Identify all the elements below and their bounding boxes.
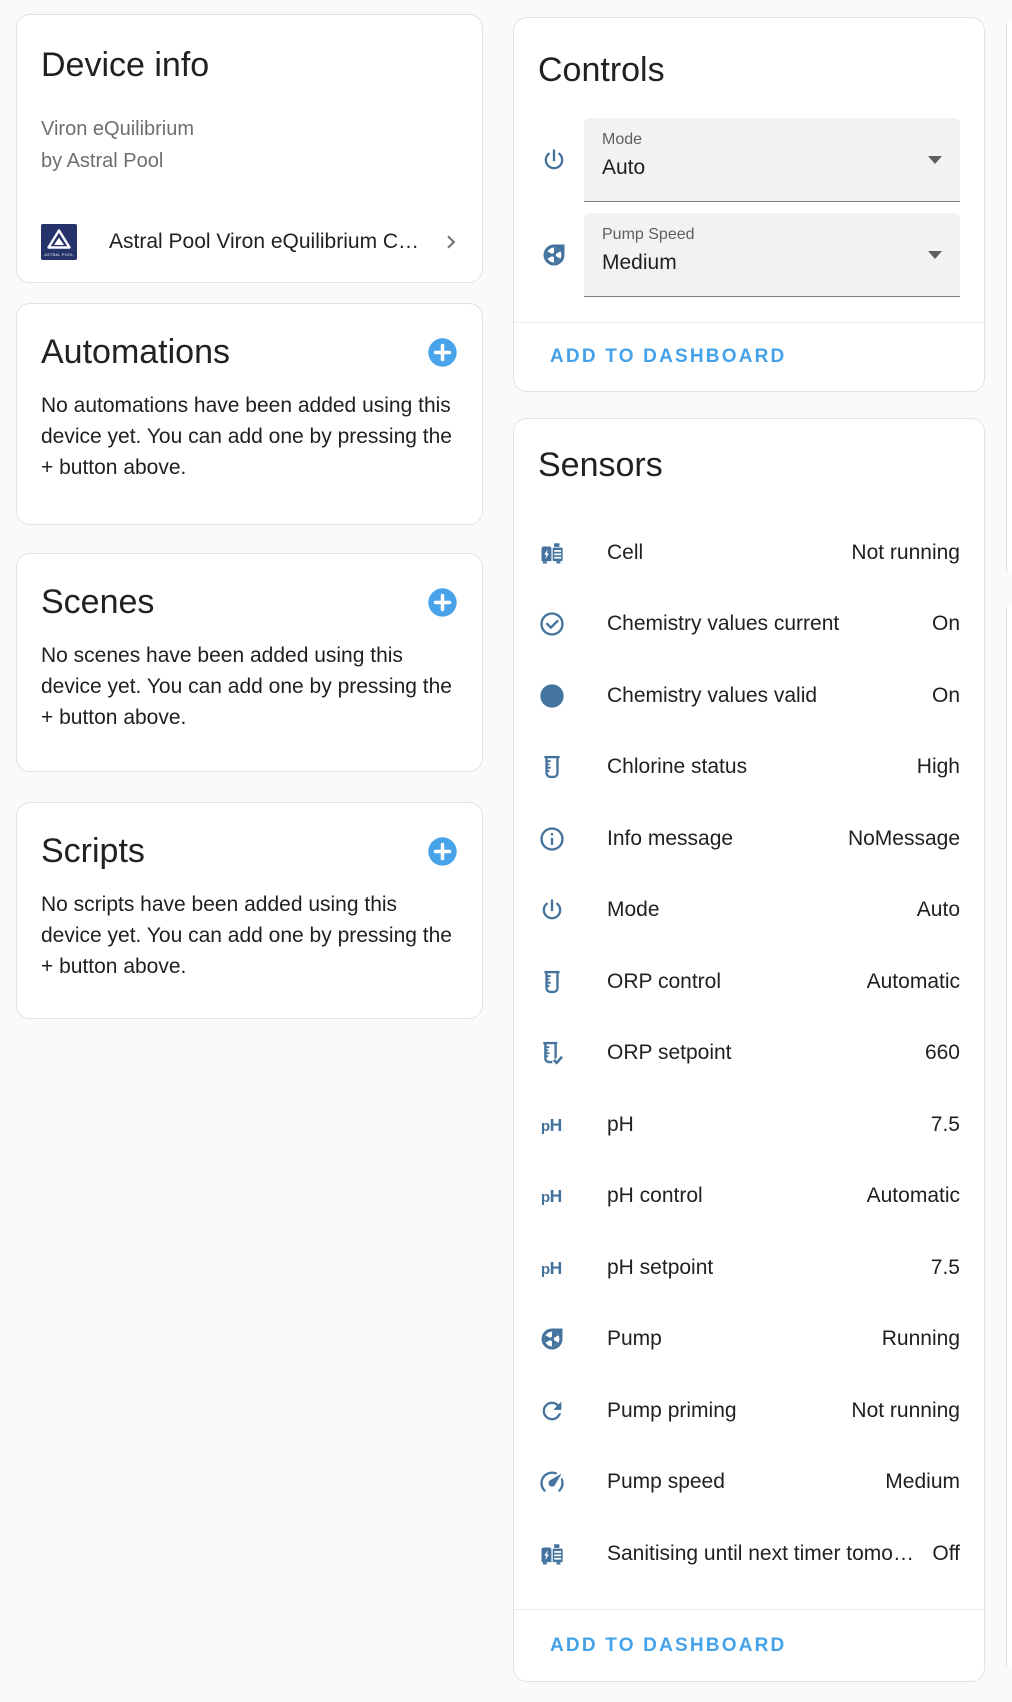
sensor-value: On xyxy=(931,612,960,636)
sensor-row[interactable] xyxy=(538,1161,960,1233)
mode-select-label: Mode xyxy=(602,131,643,148)
beaker-outline-icon xyxy=(538,968,566,996)
pump-speed-select-label: Pump Speed xyxy=(602,226,695,243)
beaker-outline-icon xyxy=(538,753,566,781)
sensor-label: pH control xyxy=(607,1184,703,1208)
integration-link[interactable] xyxy=(41,224,464,260)
check-circle-outline-icon xyxy=(538,610,566,638)
scripts-empty-text: No scripts have been added using this device yet. You can add one by pressing the + button above. xyxy=(41,893,452,978)
device-model: Viron eQuilibrium xyxy=(41,118,195,140)
cell-icon xyxy=(538,1540,566,1568)
svg-text:H: H xyxy=(549,1114,563,1135)
ph-icon xyxy=(538,1111,566,1139)
chevron-right-icon xyxy=(438,229,464,255)
sensor-label: Pump priming xyxy=(607,1398,737,1422)
svg-text:H: H xyxy=(549,1257,563,1278)
svg-text:p: p xyxy=(540,1189,551,1207)
svg-text:p: p xyxy=(540,1260,551,1278)
cell-icon xyxy=(538,539,566,567)
sensor-row[interactable] xyxy=(538,1089,960,1161)
automations-title: Automations xyxy=(41,333,230,371)
power-icon xyxy=(538,896,566,924)
ph-icon xyxy=(538,1182,566,1210)
sensor-row[interactable] xyxy=(538,660,960,732)
check-circle-icon xyxy=(538,682,566,710)
sensor-label: Info message xyxy=(607,826,734,850)
refresh-icon xyxy=(538,1397,566,1425)
scenes-title: Scenes xyxy=(41,583,155,621)
svg-text:p: p xyxy=(540,1117,551,1135)
sensor-label: ORP setpoint xyxy=(607,1041,732,1065)
sensor-label: Mode xyxy=(607,898,660,922)
sensor-row[interactable] xyxy=(538,803,960,875)
sensor-row[interactable] xyxy=(538,1447,960,1519)
sensor-value: Off xyxy=(932,1541,960,1565)
control-row-pump-speed xyxy=(538,213,960,297)
astral-pool-logo-text: ASTRAL POOL xyxy=(44,252,74,257)
dropdown-arrow-icon xyxy=(928,251,942,259)
sensor-row[interactable] xyxy=(538,589,960,661)
speedometer-icon xyxy=(538,1468,566,1496)
sensor-value: 7.5 xyxy=(930,1255,960,1279)
sensor-label: Chemistry values current xyxy=(607,612,840,636)
sensor-value: Running xyxy=(881,1327,960,1351)
sensor-row[interactable] xyxy=(538,732,960,804)
sensor-row[interactable] xyxy=(538,1232,960,1304)
sensor-row[interactable] xyxy=(538,1518,960,1590)
integration-label: Astral Pool Viron eQuilibrium C… xyxy=(109,230,420,253)
pump-speed-select[interactable] xyxy=(584,213,960,297)
mode-select-value: Auto xyxy=(602,156,646,179)
sensor-row[interactable] xyxy=(538,1018,960,1090)
information-outline-icon xyxy=(538,825,566,853)
sensor-value: High xyxy=(916,755,960,779)
device-info-title: Device info xyxy=(41,46,210,84)
sensors-footer xyxy=(514,1609,984,1681)
control-row-mode xyxy=(538,118,960,202)
controls-card xyxy=(513,17,985,392)
sensor-label: Cell xyxy=(607,540,644,564)
sensor-row[interactable] xyxy=(538,875,960,947)
beaker-check-icon xyxy=(538,1039,566,1067)
power-icon xyxy=(540,146,568,174)
sensor-value: On xyxy=(931,683,960,707)
sensor-row[interactable] xyxy=(538,1304,960,1376)
sensor-label: Chemistry values valid xyxy=(607,683,818,707)
sensor-value: Not running xyxy=(851,540,960,564)
sensor-value: 660 xyxy=(924,1041,960,1065)
automations-card xyxy=(16,303,483,525)
pump-icon xyxy=(538,1325,566,1353)
controls-footer xyxy=(514,322,984,391)
sensor-label: pH setpoint xyxy=(607,1255,714,1279)
scenes-card xyxy=(16,553,483,772)
sensors-list xyxy=(538,517,960,1590)
pump-icon xyxy=(540,241,568,269)
sensor-value: 7.5 xyxy=(930,1112,960,1136)
astral-pool-logo xyxy=(41,224,77,260)
device-model-manufacturer xyxy=(41,113,458,177)
add-automation-button[interactable] xyxy=(427,337,458,368)
sensor-value: NoMessage xyxy=(847,826,960,850)
svg-text:H: H xyxy=(549,1186,563,1207)
sensor-row[interactable] xyxy=(538,946,960,1018)
dropdown-arrow-icon xyxy=(928,156,942,164)
sensor-value: Automatic xyxy=(866,969,960,993)
sensor-label: Pump xyxy=(607,1327,662,1351)
add-scene-button[interactable] xyxy=(427,587,458,618)
scripts-title: Scripts xyxy=(41,832,145,870)
sensor-value: Not running xyxy=(851,1398,960,1422)
sensor-row[interactable] xyxy=(538,517,960,589)
ph-icon xyxy=(538,1254,566,1282)
sensor-label: pH xyxy=(607,1112,634,1136)
scripts-card xyxy=(16,802,483,1019)
controls-title: Controls xyxy=(538,51,665,89)
sensor-value: Auto xyxy=(916,898,960,922)
sensor-value: Medium xyxy=(885,1470,960,1494)
sensor-label: Pump speed xyxy=(607,1470,725,1494)
device-manufacturer: by Astral Pool xyxy=(41,150,164,172)
device-info-card xyxy=(16,14,483,283)
mode-select[interactable] xyxy=(584,118,960,202)
sensor-label: Sanitising until next timer tomo… xyxy=(607,1541,914,1565)
pump-speed-select-value: Medium xyxy=(602,251,677,274)
partial-card-sliver xyxy=(1006,606,1012,1668)
add-script-button[interactable] xyxy=(427,836,458,867)
add-to-dashboard-button[interactable]: ADD TO DASHBOARD xyxy=(550,346,787,367)
sensor-label: ORP control xyxy=(607,969,721,993)
sensor-value: Automatic xyxy=(866,1184,960,1208)
automations-empty-text: No automations have been added using this device yet. You can add one by pressing the + button above. xyxy=(41,394,452,479)
scenes-empty-text: No scenes have been added using this device yet. You can add one by pressing the + button above. xyxy=(41,644,452,729)
partial-card-sliver xyxy=(1006,22,1012,573)
add-to-dashboard-button[interactable]: ADD TO DASHBOARD xyxy=(550,1634,787,1656)
sensors-card xyxy=(513,418,985,1682)
sensor-label: Chlorine status xyxy=(607,755,748,779)
sensor-row[interactable] xyxy=(538,1375,960,1447)
sensors-title: Sensors xyxy=(538,446,663,484)
